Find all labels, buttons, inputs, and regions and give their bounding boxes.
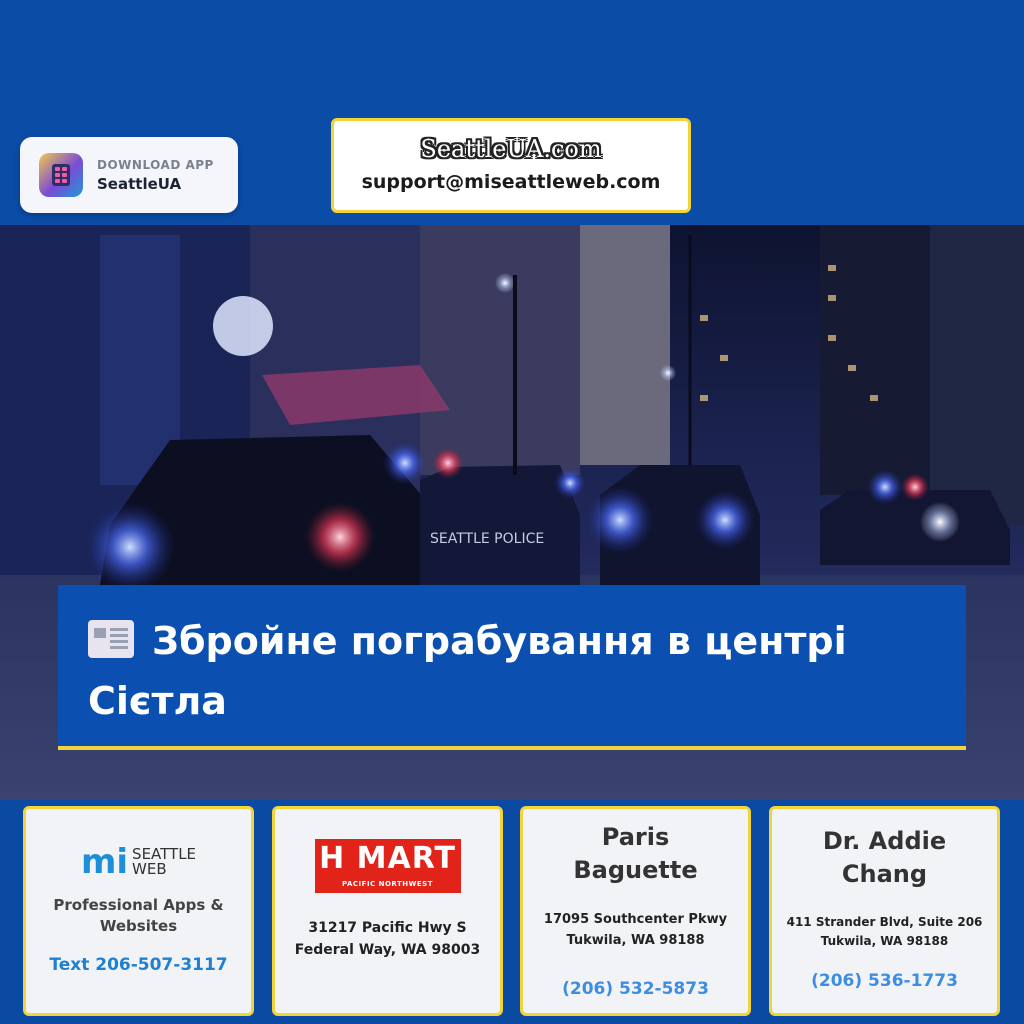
- ad-seattle-web[interactable]: [23, 806, 254, 1016]
- ad-phone-link[interactable]: (206) 536-1773: [811, 971, 958, 991]
- ad-title-line-1: Paris: [601, 823, 670, 851]
- ad-address-line-1: 31217 Pacific Hwy S: [308, 920, 467, 936]
- ad-hmart[interactable]: [272, 806, 503, 1016]
- ad-paris-baguette[interactable]: [520, 806, 751, 1016]
- article-headline: Збройне пограбування в центрі Сієтла: [88, 619, 847, 723]
- ad-dr-addie-chang[interactable]: [769, 806, 1000, 1016]
- site-info-box: [331, 118, 691, 213]
- app-name: SeattleUA: [97, 174, 182, 193]
- download-app-badge[interactable]: [20, 137, 238, 213]
- ad-phone-link[interactable]: Text 206-507-3117: [49, 955, 228, 975]
- headline-banner[interactable]: [58, 585, 966, 750]
- seattle-web-logo-word-2: WEB: [132, 860, 167, 878]
- seattle-web-logo-mark: mi: [80, 842, 129, 882]
- ad-address-line-2: Federal Way, WA 98003: [294, 942, 481, 958]
- app-grid-icon: [39, 153, 83, 197]
- newspaper-icon: [88, 620, 134, 658]
- support-email-link[interactable]: support@miseattleweb.com: [361, 171, 661, 193]
- ad-address-line-2: Tukwila, WA 98188: [566, 933, 705, 948]
- download-app-label: DOWNLOAD APP: [97, 157, 214, 172]
- ad-phone-link[interactable]: (206) 532-5873: [562, 979, 709, 999]
- ad-address-line-1: 411 Strander Blvd, Suite 206: [786, 915, 983, 929]
- seattle-web-logo: [26, 842, 251, 882]
- ad-title-line-2: Chang: [841, 860, 928, 888]
- police-car-text: SEATTLE POLICE: [430, 531, 545, 547]
- ad-address-line-2: Tukwila, WA 98188: [820, 934, 949, 948]
- hmart-logo-tag: PACIFIC NORTHWEST: [342, 880, 433, 888]
- hmart-logo-text: H MART: [319, 841, 456, 876]
- site-name-link[interactable]: SeattleUA.com: [420, 135, 602, 163]
- hmart-logo: [315, 839, 461, 893]
- ad-title-line-2: Baguette: [573, 856, 698, 884]
- seattle-web-logo-word-1: SEATTLE: [132, 845, 197, 863]
- ad-title-line-1: Dr. Addie: [822, 827, 947, 855]
- ad-description: Professional Apps & Websites: [53, 896, 224, 935]
- ad-address-line-1: 17095 Southcenter Pkwy: [543, 912, 728, 927]
